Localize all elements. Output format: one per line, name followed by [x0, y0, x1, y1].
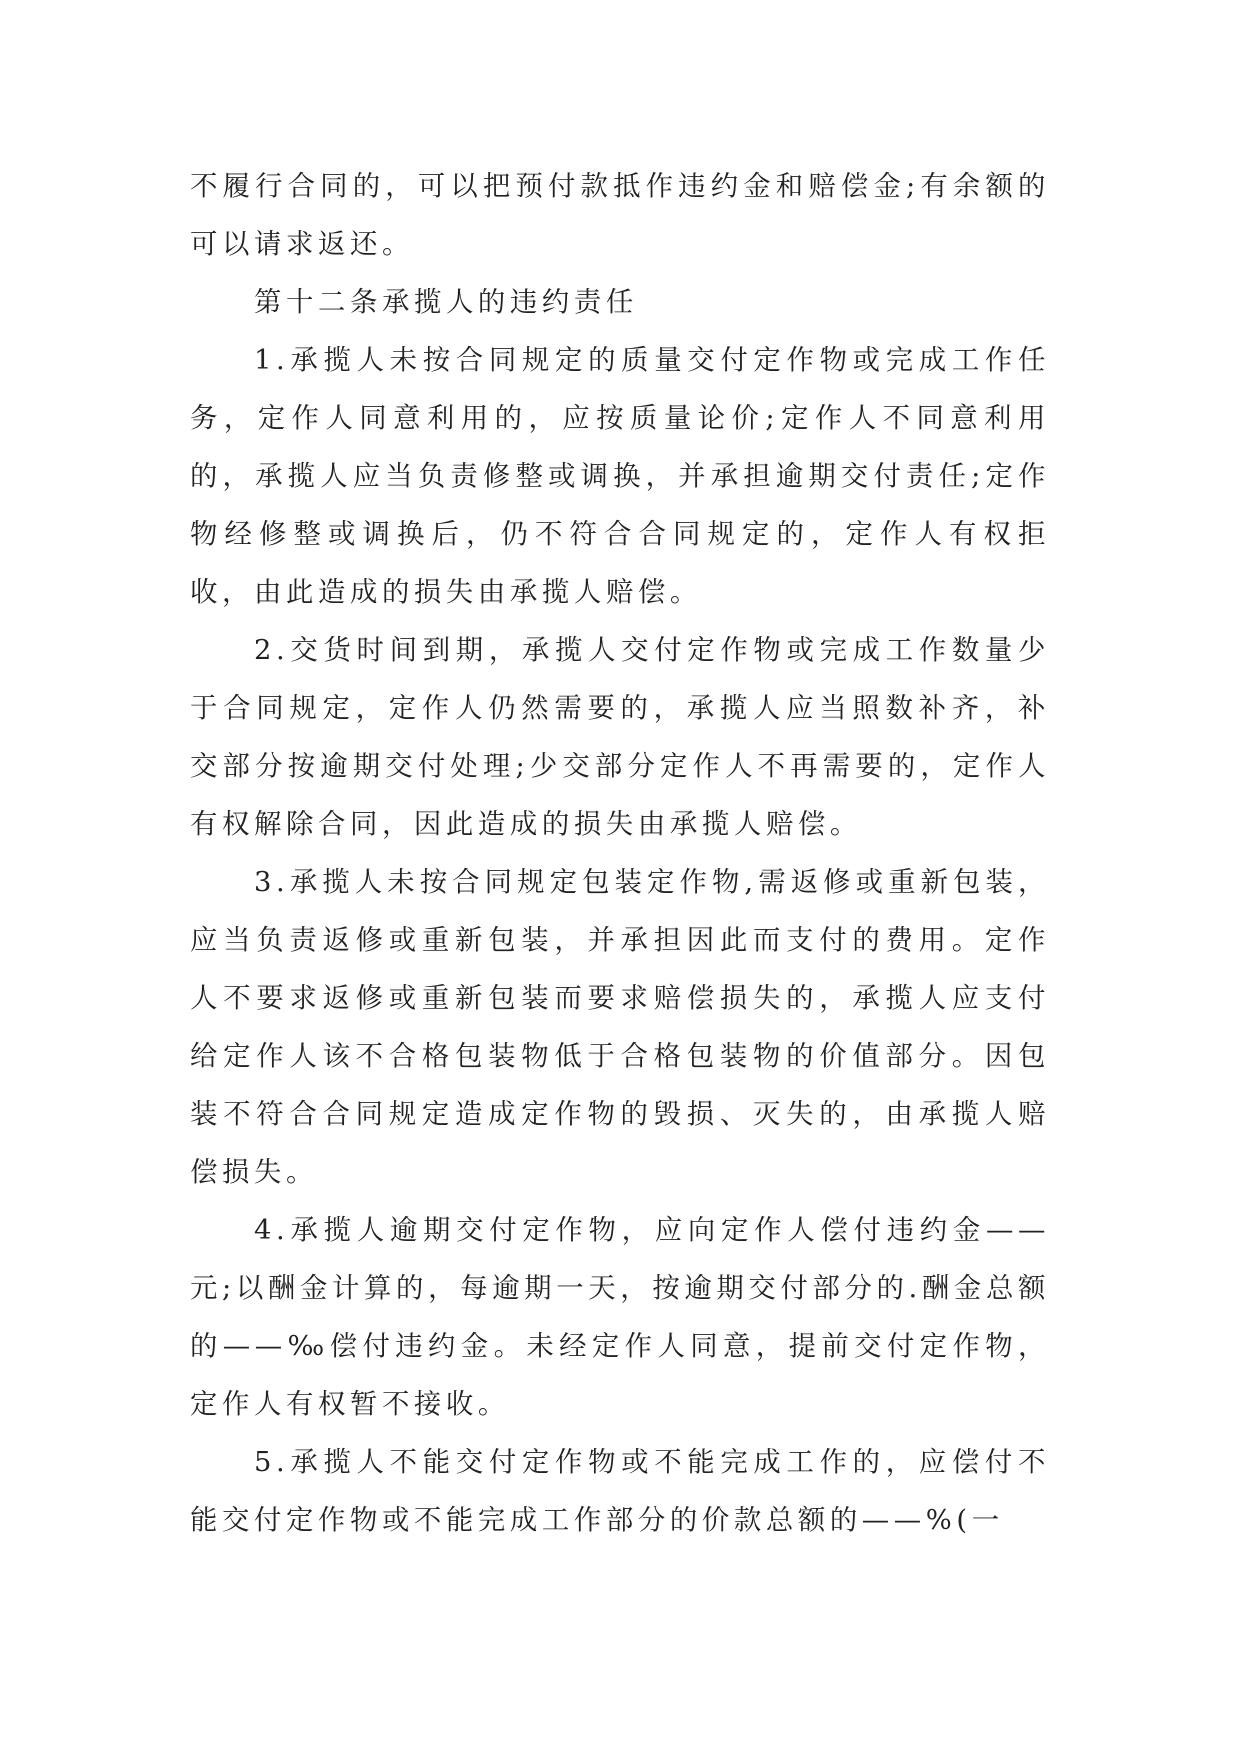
article-12-heading: 第十二条承揽人的违约责任	[254, 287, 638, 318]
paragraph-prepayment-clause: 不履行合同的，可以把预付款抵作违约金和赔偿金;有余额的可以请求返还。	[190, 171, 1050, 260]
clause-2-quantity: 2.交货时间到期，承揽人交付定作物或完成工作数量少于合同规定，定作人仍然需要的，承揽人应当照数补齐，补交部分按逾期交付处理;少交部分定作人不再需要的，定作人有权解除合同，因此造成的损失由承揽人赔偿。	[190, 635, 1050, 840]
clause-1-quality: 1.承揽人未按合同规定的质量交付定作物或完成工作任务，定作人同意利用的，应按质量论价;定作人不同意利用的，承揽人应当负责修整或调换，并承担逾期交付责任;定作物经修整或调换后，仍不符合合同规定的，定作人有权拒收，由此造成的损失由承揽人赔偿。	[190, 345, 1050, 608]
document-body	[190, 158, 1050, 1550]
clause-4-late-delivery: 4.承揽人逾期交付定作物，应向定作人偿付违约金——元;以酬金计算的，每逾期一天，按逾期交付部分的.酬金总额的——‰偿付违约金。未经定作人同意，提前交付定作物，定作人有权暂不接收。	[190, 1215, 1050, 1420]
clause-5-non-delivery: 5.承揽人不能交付定作物或不能完成工作的，应偿付不能交付定作物或不能完成工作部分的价款总额的——%(一	[190, 1447, 1050, 1536]
clause-3-packaging: 3.承揽人未按合同规定包装定作物,需返修或重新包装，应当负责返修或重新包装，并承担因此而支付的费用。定作人不要求返修或重新包装而要求赔偿损失的，承揽人应支付给定作人该不合格包装物低于合格包装物的价值部分。因包装不符合合同规定造成定作物的毁损、灭失的，由承揽人赔偿损失。	[190, 867, 1050, 1188]
